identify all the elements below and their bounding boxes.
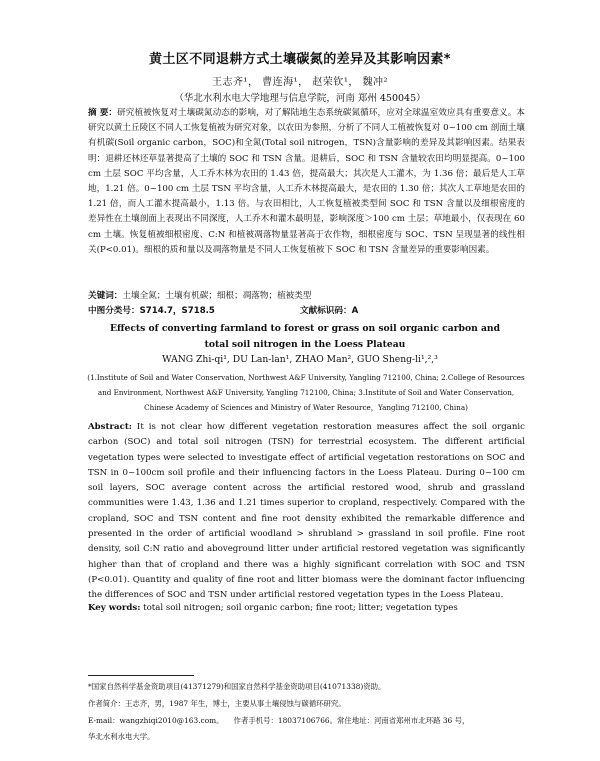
abstract-cn-label: 摘 要： <box>88 108 118 118</box>
footnote-author-intro: 作者简介：王志齐，男，1987 年生，博士，主要从事土壤侵蚀与碳循环研究。 <box>88 699 346 708</box>
abstract-en-text: It is not clear how different vegetation restoration measures affect the soil organic carbon (SOC) and total soil nitrogen (TSN) for terrestrial ecosystem. The different artificial vegetation types were selected to investigate effect of artificial vegetation restorations on SOC and TSN in 0~100cm soil profile and their influencing factors in the Loess Plateau. During 0~100 cm soil layers, SOC average content across the artificial restored wood, shrub and grassland communities were 1.43, 1.36 and 1.21 times superior to cropland, respectively. Compared with the cropland, SOC and TSN content and fine root density exhibited the remarkable difference and presented in the order of artificial woodland > shrubland > grassland in soil profile. Fine root density, soil C:N ratio and aboveground litter under artificial restored vegetation was significantly higher than that of cropland and there was a highly significant correlation with SOC and TSN (P<0.01). Quantity and quality of fine root and litter biomass were the dominant factor influencing the differences of SOC and TSN under artificial restored vegetation types in the Loess Plateau. <box>88 422 525 601</box>
authors-cn: 王志齐¹， 曹连海¹， 赵荣钦¹， 魏冲² <box>211 77 389 88</box>
keywords-cn <box>88 289 311 301</box>
affiliation-en: (1.Institute of Soil and Water Conservation, Northwest A&F University, Yangling 712100, China; 2.College of Resources and Environment, Northwest A&F University, Yangling 712100, China; 3.Institute of Soil and Water Conservation, Chinese Academy of Sciences and Ministry of Water Resource，Yangling 712100, China) <box>87 373 525 412</box>
footnote-fund: *国家自然科学基金资助项目(41371279)和国家自然科学基金资助项目(41071338)资助。 <box>88 682 386 691</box>
keywords-en-text: total soil nitrogen; soil organic carbon; fine root; litter; vegetation types <box>143 603 458 613</box>
classification-row <box>88 304 525 316</box>
paper-title-cn: 黄土区不同退耕方式土壤碳氮的差异及其影响因素* <box>149 52 451 67</box>
classification-label: 中图分类号： <box>88 306 140 316</box>
classification-value: S714.7，S718.5 <box>139 306 215 316</box>
keywords-en-label: Key words: <box>88 603 141 613</box>
paper-title-en: Effects of converting farmland to forest or grass on soil organic carbon and total soil nitrogen in the Loess Plateau <box>109 323 501 350</box>
footnote-address-cont: 华北水利水电大学。 <box>88 732 155 741</box>
abstract-cn-text: 研究植被恢复对土壤碳氮动态的影响，对了解陆地生态系统碳氮循环，应对全球温室效应具有重要意义。本研究以黄土丘陵区不同人工恢复植被为研究对象，以农田为参照，分析了不同人工植被恢复对 0~100 cm 剖面土壤有机碳(Soil organic carbon，SOC)和全氮(Total soil nitrogen，TSN)含量影响的差异及其影响因素。结果表明：退耕还林还草显著提高了土壤的 SOC 和 TSN 含量。退耕后，SOC 和 TSN 含量较农田均明显提高。0~100 cm 土层 SOC 平均含量，人工乔木林为农田的 1.43 倍，提高最大；其次是人工灌木，为 1.36 倍；最后是人工草地，1.21 倍。0~100 cm 土层 TSN 平均含量，人工乔木林提高最大，是农田的 1.30 倍；其次人工草地是农田的 1.21 倍，而人工灌木提高最小，1.13 倍。与农田相比，人工恢复植被类型间 SOC 和 TSN 含量以及细根密度的差异性在土壤剖面上表现出不同深度，人工乔木和灌木最明显，影响深度＞100 cm 土层；草地最小，仅表现在 60 cm 土壤。恢复植被细根密度、C:N 和植被凋落物量显著高于农作物，细根密度与 SOC、TSN 呈现显著的线性相关(P<0.01)。细根的质和量以及凋落物量是不同人工恢复植被下 SOC 和 TSN 含量差异的重要影响因素。 <box>88 108 525 255</box>
footnote-divider <box>88 675 194 676</box>
abstract-en-label: Abstract: <box>88 422 132 432</box>
doc-code <box>300 304 358 316</box>
footnote-address: 常住地址：河南省郑州市北环路 36 号， <box>337 716 470 725</box>
keywords-en <box>88 603 525 613</box>
affiliation-cn: （华北水利水电大学地理与信息学院，河南 郑州 450045） <box>174 93 426 104</box>
footnote-contact <box>88 715 528 726</box>
abstract-cn <box>88 106 525 258</box>
authors-en: WANG Zhi-qi¹, DU Lan-lan¹, ZHAO Man², GUO Sheng-li¹,²,³ <box>162 354 438 365</box>
keywords-cn-label: 关键词： <box>88 291 123 301</box>
keywords-cn-text: 土壤全氮；土壤有机碳；细根；凋落物；植被类型 <box>122 291 312 301</box>
doc-code-label: 文献标识码： <box>300 306 352 316</box>
footnote-phone: 作者手机号：18037106766。 <box>233 716 338 725</box>
footnote-email: E-mail：wangzhiqi2010@163.com。 <box>88 716 224 725</box>
abstract-en <box>88 420 525 604</box>
doc-code-value: A <box>351 306 359 316</box>
